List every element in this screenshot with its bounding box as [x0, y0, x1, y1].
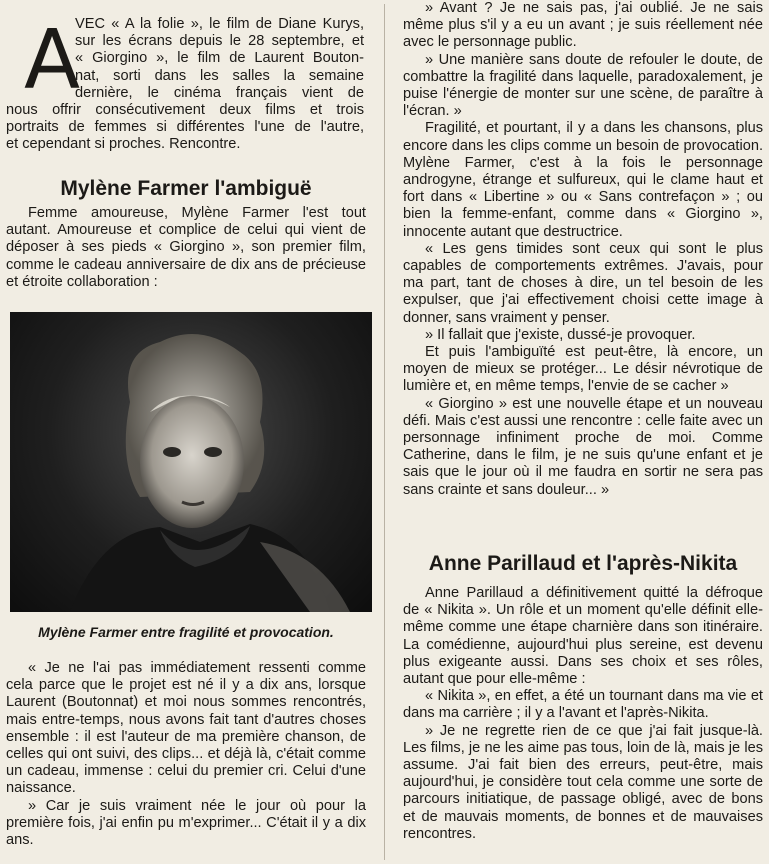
intro-line: dernière, le cinéma français vient de	[75, 84, 364, 101]
paragraph: » Il fallait que j'existe, dussé-je provoquer.	[425, 326, 696, 343]
paragraph: » Une manière sans doute de refouler le doute, de combattre la fragilité dans laquelle, paradoxalement, je puise l'énergie de monter sur une scène, de paraître à l'écran. »	[403, 51, 763, 120]
paragraph: » Avant ? Je ne sais pas, j'ai oublié. Je ne sais même plus s'il y a eu un avant ; je suis réellement née avec le personnage public.	[403, 0, 763, 51]
paragraph: Fragilité, et pourtant, il y a dans les chansons, plus encore dans les clips comme un besoin de provocation. Mylène Farmer, c'est à la fois le personnage androgyne, étrange et sulfureux, qui le clame haut et fort dans « Libertine » ou « Sans contrefaçon » ; ou bien la femme-enfant, comme dans « Giorgino », innocente autant que destructrice.	[403, 120, 763, 240]
article-intro	[6, 0, 366, 153]
paragraph: Et puis l'ambiguïté est peut-être, là encore, un moyen de mieux se protéger... Le désir névrotique de lumière et, en même temps, l'envie de se cacher »	[403, 344, 763, 395]
paragraph: « Giorgino » est une nouvelle étape et un nouveau défi. Mais c'est aussi une rencontre : celle faite avec un personnage infiniment proche de moi. Comme Catherine, dans le film, je ne suis qu'une enfant et je sais que le jour où il me faudra en sortir ne sera pas sans crainte et sans douleur... »	[403, 395, 763, 498]
paragraph: Femme amoureuse, Mylène Farmer l'est tout autant. Amoureuse et complice de celui qui vient de déposer à ses pieds « Giorgino », son premier film, comme le cadeau anniversaire de dix ans de précieuse et étroite collaboration :	[6, 205, 366, 290]
intro-text	[6, 13, 364, 154]
intro-line: « Giorgino », le film de Laurent Bouton-	[75, 50, 364, 67]
intro-line: nous offrir consécutivement deux films et trois	[6, 102, 364, 119]
paragraph: « Nikita », en effet, a été un tournant dans ma vie et dans ma carrière ; il y a l'avant et l'après-Nikita.	[403, 688, 763, 722]
anne-text-block	[403, 585, 763, 843]
photo-caption: Mylène Farmer entre fragilité et provocation.	[38, 624, 334, 640]
portrait-photo	[10, 312, 372, 612]
intro-line: et cependant si proches. Rencontre.	[6, 136, 241, 153]
intro-line: VEC « A la folie », le film de Diane Kurys,	[75, 16, 364, 32]
paragraph: « Les gens timides sont ceux qui sont le plus capables de comportements extrêmes. J'avais, pour ma part, tant de choses à dire, un tel besoin de les expulser, que j'ai effectivement choisi cette image à donner, sans vraiment y penser.	[403, 240, 763, 326]
paragraph: « Je ne l'ai pas immédiatement ressenti comme cela parce que le projet est né il y a dix ans, lorsque Laurent (Boutonnat) et moi nous sommes rencontrés, mais entre-temps, nous avons fait tant d'autres choses ensemble : il est l'auteur de ma première chanson, de celles qui ont suivi, des clips... et déjà là, c'était comme un cadeau, immense : celui du premier cri. Celui d'une naissance.	[6, 660, 366, 797]
paragraph: Anne Parillaud a définitivement quitté la défroque de « Nikita ». Un rôle et un moment qu'elle définit elle-même comme une étape charnière dans son itinéraire. La comédienne, aujourd'hui plus sereine, est devenu plus exigeante aussi. Dans ses choix et ses rôles, autant que pour elle-même :	[403, 585, 763, 688]
paragraph: » Je ne regrette rien de ce que j'ai fait jusque-là. Les films, je ne les aime pas tous, loin de là, mais je les assume. J'ai fait bien des erreurs, peut-être, mais aujourd'hui, je considère tout cela comme une sorte de parcours initiatique, de passage obligé, avec de bons et de mauvais moments, de bonnes et de mauvaises rencontres.	[403, 722, 763, 842]
column-divider	[384, 4, 385, 860]
intro-line: sur les écrans depuis le 28 septembre, et	[75, 33, 364, 50]
section-heading-mylene: Mylène Farmer l'ambiguë	[60, 177, 312, 200]
section-heading-anne: Anne Parillaud et l'après-Nikita	[428, 552, 738, 575]
intro-line: nat, sorti dans les salles la semaine	[75, 67, 364, 84]
drop-cap: A	[24, 13, 81, 108]
portrait-illustration	[10, 312, 372, 612]
right-text-block	[403, 0, 763, 499]
quote-block	[6, 660, 366, 849]
intro-line: portraits de femmes si différentes l'une de l'autre,	[6, 119, 364, 136]
right-column	[403, 0, 763, 842]
paragraph: » Car je suis vraiment née le jour où pour la première fois, j'ai enfin pu m'exprimer... C'était il y a dix ans.	[6, 797, 366, 849]
left-column	[6, 0, 366, 849]
